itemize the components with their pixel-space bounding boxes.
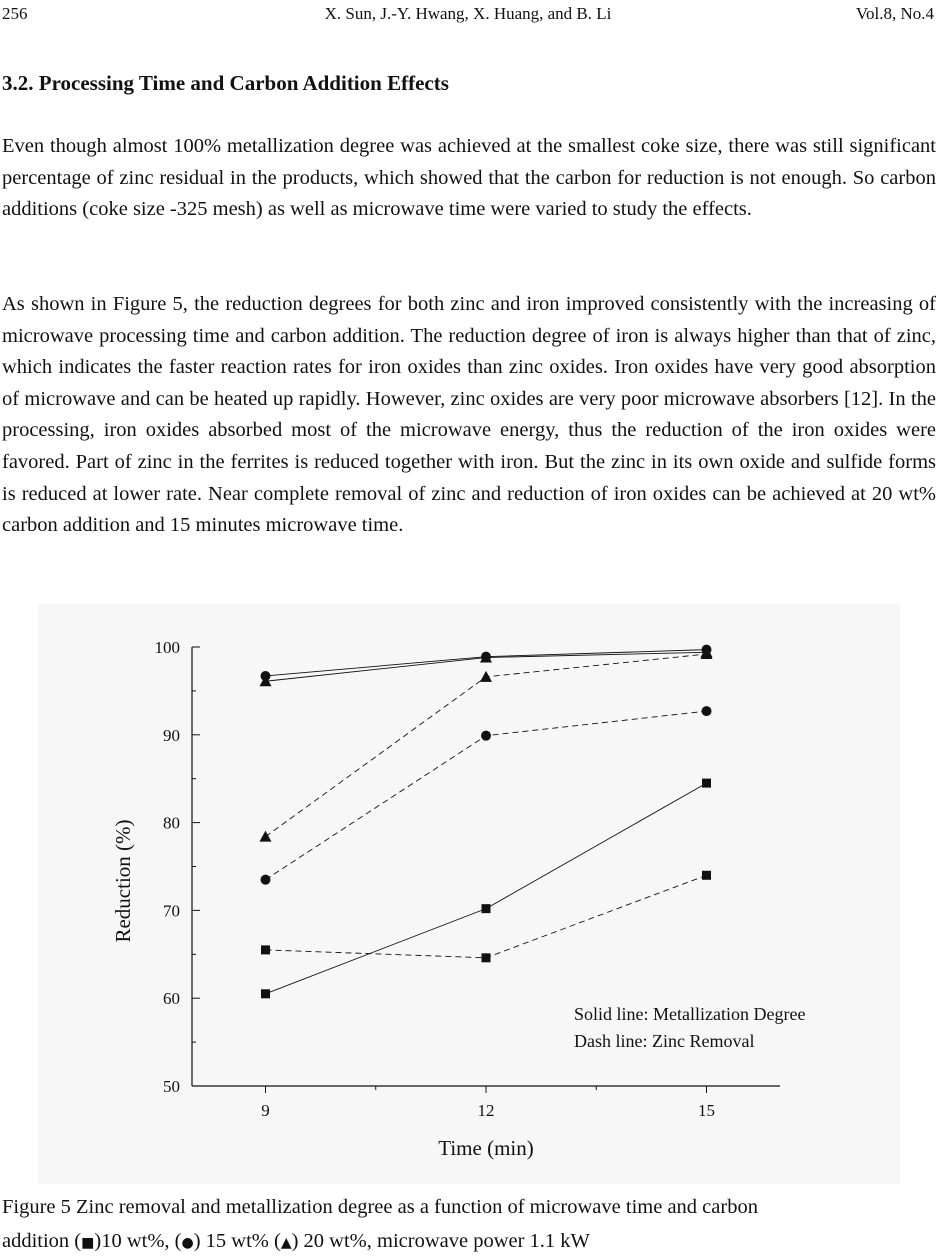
figure-5 <box>38 604 900 1184</box>
triangle-marker <box>480 671 492 682</box>
caption-text: )10 wt%, ( <box>94 1230 182 1252</box>
circle-marker-icon: ● <box>181 1235 194 1251</box>
x-tick-label: 15 <box>698 1101 715 1120</box>
reduction-chart <box>38 604 900 1184</box>
caption-text: ) 20 wt%, microwave power 1.1 kW <box>291 1230 590 1252</box>
y-axis-label: Reduction (%) <box>111 819 135 943</box>
circle-marker <box>261 875 271 885</box>
x-axis-label: Time (min) <box>438 1136 534 1160</box>
square-marker <box>702 779 711 788</box>
y-tick-label: 80 <box>163 813 180 833</box>
caption-line-1: Figure 5 Zinc removal and metallization degree as a function of microwave time and carbon <box>2 1196 758 1218</box>
chart-annotation-solid: Solid line: Metallization Degree <box>574 1004 806 1024</box>
square-marker <box>261 989 270 998</box>
y-tick-label: 90 <box>163 725 180 745</box>
y-tick-label: 70 <box>163 901 180 921</box>
figure-caption <box>2 1190 936 1260</box>
page-header <box>2 4 934 30</box>
square-marker <box>482 904 491 913</box>
chart-axes <box>192 647 780 1093</box>
caption-text: addition ( <box>2 1230 82 1252</box>
x-tick-label: 9 <box>261 1101 270 1120</box>
square-marker-icon: ■ <box>81 1235 95 1251</box>
square-marker <box>702 871 711 880</box>
triangle-marker-icon: ▲ <box>280 1235 292 1251</box>
square-marker <box>482 953 491 962</box>
circle-marker <box>481 731 491 741</box>
chart-markers <box>260 645 713 999</box>
square-marker <box>261 945 270 954</box>
chart-annotation-dash: Dash line: Zinc Removal <box>574 1031 755 1051</box>
y-tick-label: 50 <box>163 1077 180 1096</box>
volume-number: Vol.8, No.4 <box>855 4 934 23</box>
y-tick-label: 60 <box>163 989 180 1009</box>
page-number: 256 <box>2 4 28 23</box>
caption-text: ) 15 wt% ( <box>193 1230 281 1252</box>
series-line-dashed-square <box>266 875 707 958</box>
triangle-marker <box>260 831 272 842</box>
body-paragraph: As shown in Figure 5, the reduction degrees for both zinc and iron improved consistently with the increasing of microwave processing time and carbon addition. The reduction degree of iron is always higher than that of zinc, which indicates the faster reaction rates for iron oxides than zinc oxides. Iron oxides have very good absorption of microwave and can be heated up rapidly. However, zinc oxides are very poor microwave absorbers [12]. In the processing, iron oxides absorbed most of the microwave energy, thus the reduction of the iron oxides were favored. Part of zinc in the ferrites is reduced together with iron. But the zinc in its own oxide and sulfide forms is reduced at lower rate. Near complete removal of zinc and reduction of iron oxides can be achieved at 20 wt% carbon addition and 15 minutes microwave time. <box>2 293 936 537</box>
running-authors: X. Sun, J.-Y. Hwang, X. Huang, and B. Li <box>324 4 612 23</box>
body-paragraph: Even though almost 100% metallization degree was achieved at the smallest coke size, there was still significant percentage of zinc residual in the products, which showed that the carbon for reduction is not enough. So carbon additions (coke size -325 mesh) as well as microwave time were varied to study the effects. <box>2 135 936 221</box>
circle-marker <box>702 706 712 716</box>
y-tick-label: 100 <box>154 638 180 657</box>
chart-series-lines <box>266 650 707 994</box>
x-tick-label: 12 <box>477 1101 495 1120</box>
section-heading: 3.2. Processing Time and Carbon Addition Effects <box>2 71 449 95</box>
